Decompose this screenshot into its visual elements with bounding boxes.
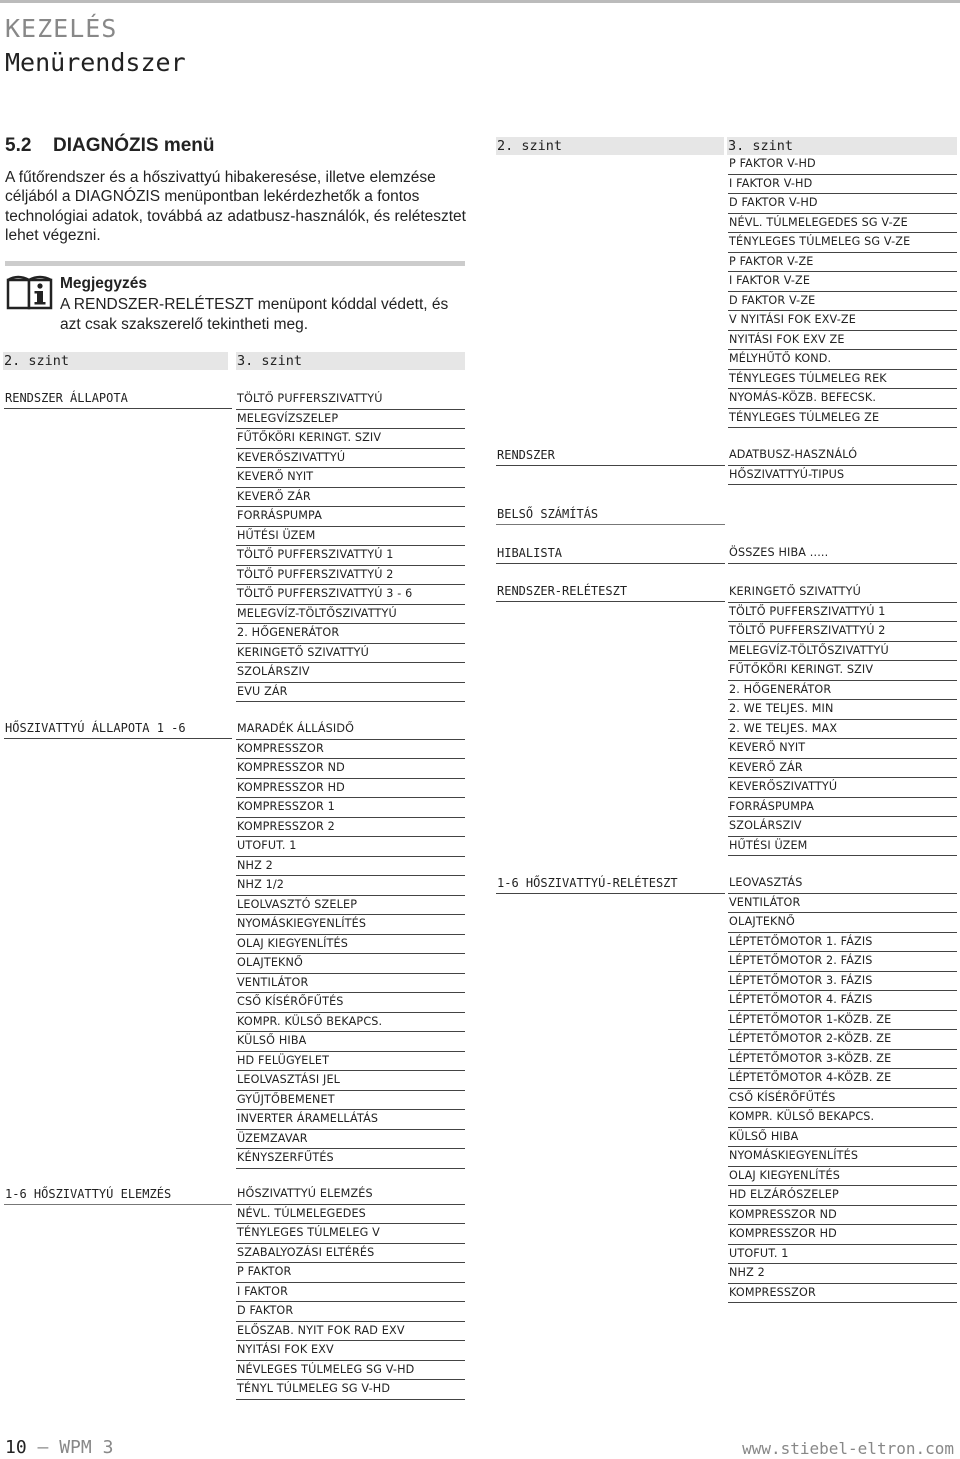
menu-item[interactable]: LÉPTETŐMOTOR 3-KÖZB. ZE: [728, 1050, 957, 1070]
footer-page-info: [5, 1437, 113, 1458]
menu-item[interactable]: V NYITÁSI FOK EXV-ZE: [728, 311, 957, 331]
right-level3-list-2: [728, 446, 957, 485]
menu-item[interactable]: UTOFUT. 1: [728, 1245, 957, 1265]
menu-item[interactable]: KOMPR. KÜLSŐ BEKAPCS.: [236, 1013, 465, 1033]
menu-item[interactable]: KEVERŐ ZÁR: [236, 488, 465, 508]
menu-item[interactable]: FŰTŐKÖRI KERINGT. SZIV: [728, 661, 957, 681]
menu-item[interactable]: I FAKTOR V-HD: [728, 175, 957, 195]
menu-item[interactable]: TÖLTŐ PUFFERSZIVATTYÚ: [236, 390, 465, 410]
menu-item[interactable]: OLAJ KIEGYENLÍTÉS: [236, 935, 465, 955]
left-level3-list-3: [236, 1185, 465, 1400]
menu-item[interactable]: LÉPTETŐMOTOR 3. FÁZIS: [728, 972, 957, 992]
menu-item[interactable]: SZOLÁRSZIV: [236, 663, 465, 683]
menu-item[interactable]: HŐSZIVATTYÚ ELEMZÉS: [236, 1185, 465, 1205]
menu-item[interactable]: MÉLYHŰTŐ KOND.: [728, 350, 957, 370]
menu-item[interactable]: KOMPRESSZOR 1: [236, 798, 465, 818]
left-level2-header: 2. szint: [3, 352, 228, 370]
menu-item[interactable]: MELEGVÍZ-TÖLTŐSZIVATTYÚ: [728, 642, 957, 662]
menu-item[interactable]: NÉVL. TÚLMELEGEDES: [236, 1205, 465, 1225]
menu-item[interactable]: TÉNYLEGES TÚLMELEG ZE: [728, 409, 957, 429]
menu-item[interactable]: KOMPRESSZOR ND: [728, 1206, 957, 1226]
menu-item[interactable]: NHZ 2: [236, 857, 465, 877]
menu-item[interactable]: ELŐSZAB. NYIT FOK RAD EXV: [236, 1322, 465, 1342]
menu-item[interactable]: KERINGETŐ SZIVATTYÚ: [236, 644, 465, 664]
left-level3-list-2: [236, 720, 465, 1169]
menu-item[interactable]: GYŰJTŐBEMENET: [236, 1091, 465, 1111]
menu-item[interactable]: P FAKTOR: [236, 1263, 465, 1283]
menu-item[interactable]: VENTILÁTOR: [236, 974, 465, 994]
menu-item[interactable]: D FAKTOR V-HD: [728, 194, 957, 214]
menu-item[interactable]: SZABALYOZÁSI ELTÉRÉS: [236, 1244, 465, 1264]
menu-item[interactable]: LÉPTETŐMOTOR 2-KÖZB. ZE: [728, 1030, 957, 1050]
menu-item[interactable]: TÉNYLEGES TÚLMELEG SG V-ZE: [728, 233, 957, 253]
note-title: Megjegyzés: [60, 275, 148, 292]
chapter-title: KEZELÉS: [5, 14, 118, 43]
menu-item[interactable]: INVERTER ÁRAMELLÁTÁS: [236, 1110, 465, 1130]
menu-item[interactable]: D FAKTOR V-ZE: [728, 292, 957, 312]
level2-item-rendszer[interactable]: RENDSZER: [496, 446, 725, 466]
menu-item[interactable]: KEVERŐ ZÁR: [728, 759, 957, 779]
right-level3-header: 3. szint: [727, 137, 957, 155]
intro-paragraph: A fűtőrendszer és a hőszivattyú hibakeresése, illetve elemzése céljából a DIAGNÓZIS menüpontban lekérdezhetők a fontos technológiai adatok, továbbá az adatbusz-használók, és relétesztet lehet végezni.: [5, 169, 466, 244]
page-number: 10: [5, 1437, 27, 1458]
right-level3-list-1: [728, 155, 957, 428]
menu-item[interactable]: ADATBUSZ-HASZNÁLÓ: [728, 446, 957, 466]
level2-item-hoszivattyu-releteszt[interactable]: 1-6 HŐSZIVATTYÚ-RELÉTESZT: [496, 874, 725, 894]
menu-item[interactable]: LEOVASZTÁS: [728, 874, 957, 894]
menu-item[interactable]: MELEGVÍZSZELEP: [236, 410, 465, 430]
note-text: A RENDSZER-RELÉTESZT menüpont kóddal védett, és azt csak szakszerelő tekintheti meg.: [60, 296, 449, 333]
menu-item[interactable]: NYITÁSI FOK EXV ZE: [728, 331, 957, 351]
level2-item-belso-szamitas[interactable]: BELSŐ SZÁMÍTÁS: [496, 505, 725, 525]
section-title: DIAGNÓZIS menü: [53, 135, 215, 156]
menu-item[interactable]: KERINGETŐ SZIVATTYÚ: [728, 583, 957, 603]
menu-item[interactable]: FORRÁSPUMPA: [728, 798, 957, 818]
menu-item[interactable]: KOMPRESSZOR 2: [236, 818, 465, 838]
menu-item[interactable]: FORRÁSPUMPA: [236, 507, 465, 527]
menu-item[interactable]: HŰTÉSI ÜZEM: [728, 837, 957, 857]
menu-item[interactable]: I FAKTOR V-ZE: [728, 272, 957, 292]
menu-item[interactable]: HŰTÉSI ÜZEM: [236, 527, 465, 547]
level2-item-hoszivattyu-allapota[interactable]: HŐSZIVATTYÚ ÁLLAPOTA 1 -6: [4, 719, 232, 739]
menu-item[interactable]: TÉNYL TÚLMELEG SG V-HD: [236, 1380, 465, 1400]
menu-item[interactable]: MELEGVÍZ-TÖLTŐSZIVATTYÚ: [236, 605, 465, 625]
chapter-subtitle: Menürendszer: [5, 48, 186, 77]
menu-item[interactable]: 2. WE TELJES. MIN: [728, 700, 957, 720]
left-level3-list-1: [236, 390, 465, 702]
menu-item[interactable]: KOMPRESSZOR ND: [236, 759, 465, 779]
menu-item[interactable]: KÜLSŐ HIBA: [236, 1032, 465, 1052]
menu-item[interactable]: 2. HŐGENERÁTOR: [728, 681, 957, 701]
right-level3-list-3: [728, 544, 957, 564]
right-level3-list-5: [728, 874, 957, 1303]
left-level3-header: 3. szint: [236, 352, 465, 370]
menu-item[interactable]: HD ELZÁRÓSZELEP: [728, 1186, 957, 1206]
footer-url[interactable]: www.stiebel-eltron.com: [742, 1439, 954, 1458]
footer-dash: —: [37, 1437, 49, 1458]
menu-item[interactable]: P FAKTOR V-ZE: [728, 253, 957, 273]
document-name: WPM 3: [59, 1437, 114, 1458]
menu-item[interactable]: KEVERŐ NYIT: [236, 468, 465, 488]
menu-item[interactable]: NYOMÁSKIEGYENLÍTÉS: [236, 915, 465, 935]
menu-item[interactable]: KÜLSŐ HIBA: [728, 1128, 957, 1148]
menu-item[interactable]: NÉVL. TÚLMELEGEDES SG V-ZE: [728, 214, 957, 234]
level2-item-rendszer-allapota[interactable]: RENDSZER ÁLLAPOTA: [4, 389, 232, 409]
right-level2-header: 2. szint: [496, 137, 724, 155]
menu-item[interactable]: KOMPRESSZOR HD: [728, 1225, 957, 1245]
menu-item[interactable]: KEVERŐSZIVATTYÚ: [728, 778, 957, 798]
menu-item[interactable]: D FAKTOR: [236, 1302, 465, 1322]
menu-item[interactable]: CSŐ KÍSÉRŐFŰTÉS: [728, 1089, 957, 1109]
menu-item[interactable]: LEOLVASZTÁSI JEL: [236, 1071, 465, 1091]
menu-item[interactable]: LEOLVASZTÓ SZELEP: [236, 896, 465, 916]
menu-item[interactable]: NYOMÁSKIEGYENLÍTÉS: [728, 1147, 957, 1167]
section-number: 5.2: [5, 135, 32, 156]
menu-item[interactable]: TÖLTŐ PUFFERSZIVATTYÚ 1: [728, 603, 957, 623]
right-level3-list-4: [728, 583, 957, 856]
menu-item[interactable]: LÉPTETŐMOTOR 2. FÁZIS: [728, 952, 957, 972]
menu-item[interactable]: NYOMÁS-KÖZB. BEFECSK.: [728, 389, 957, 409]
menu-item[interactable]: 2. WE TELJES. MAX: [728, 720, 957, 740]
level2-item-rendszer-releteszt[interactable]: RENDSZER-RELÉTESZT: [496, 582, 725, 602]
level2-item-hibalista[interactable]: HIBALISTA: [496, 544, 725, 564]
note-top-bar: [5, 261, 465, 266]
menu-item[interactable]: I FAKTOR: [236, 1283, 465, 1303]
menu-item[interactable]: TÖLTŐ PUFFERSZIVATTYÚ 2: [728, 622, 957, 642]
menu-item[interactable]: LÉPTETŐMOTOR 4-KÖZB. ZE: [728, 1069, 957, 1089]
menu-item[interactable]: VENTILÁTOR: [728, 894, 957, 914]
menu-item[interactable]: LÉPTETŐMOTOR 4. FÁZIS: [728, 991, 957, 1011]
menu-item[interactable]: TÉNYLEGES TÚLMELEG V: [236, 1224, 465, 1244]
menu-item[interactable]: KOMPR. KÜLSŐ BEKAPCS.: [728, 1108, 957, 1128]
menu-item[interactable]: CSŐ KÍSÉRŐFŰTÉS: [236, 993, 465, 1013]
menu-item[interactable]: TÖLTŐ PUFFERSZIVATTYÚ 3 - 6: [236, 585, 465, 605]
menu-item[interactable]: OLAJTEKNŐ: [728, 913, 957, 933]
menu-item[interactable]: TÖLTŐ PUFFERSZIVATTYÚ 2: [236, 566, 465, 586]
menu-item[interactable]: FŰTŐKÖRI KERINGT. SZIV: [236, 429, 465, 449]
menu-item[interactable]: OLAJ KIEGYENLÍTÉS: [728, 1167, 957, 1187]
menu-item[interactable]: SZOLÁRSZIV: [728, 817, 957, 837]
menu-item[interactable]: NÉVLEGES TÚLMELEG SG V-HD: [236, 1361, 465, 1381]
section-heading: [5, 135, 215, 157]
menu-item[interactable]: LÉPTETŐMOTOR 1-KÖZB. ZE: [728, 1011, 957, 1031]
menu-item[interactable]: 2. HŐGENERÁTOR: [236, 624, 465, 644]
menu-item[interactable]: UTOFUT. 1: [236, 837, 465, 857]
menu-item[interactable]: LÉPTETŐMOTOR 1. FÁZIS: [728, 933, 957, 953]
menu-item[interactable]: HD FELÜGYELET: [236, 1052, 465, 1072]
level2-item-hoszivattyu-elemzes[interactable]: 1-6 HŐSZIVATTYÚ ELEMZÉS: [4, 1185, 232, 1205]
menu-item[interactable]: KEVERŐSZIVATTYÚ: [236, 449, 465, 469]
menu-item[interactable]: TÖLTŐ PUFFERSZIVATTYÚ 1: [236, 546, 465, 566]
menu-item[interactable]: MARADÉK ÁLLÁSIDŐ: [236, 720, 465, 740]
menu-item[interactable]: KOMPRESSZOR HD: [236, 779, 465, 799]
menu-item[interactable]: HŐSZIVATTYÚ-TIPUS: [728, 466, 957, 486]
menu-item[interactable]: TÉNYLEGES TÚLMELEG REK: [728, 370, 957, 390]
menu-item[interactable]: OLAJTEKNŐ: [236, 954, 465, 974]
menu-item[interactable]: ÖSSZES HIBA .....: [728, 544, 957, 564]
menu-item[interactable]: KEVERŐ NYIT: [728, 739, 957, 759]
menu-item[interactable]: KOMPRESSZOR: [728, 1284, 957, 1304]
menu-item[interactable]: NHZ 2: [728, 1264, 957, 1284]
menu-item[interactable]: KÉNYSZERFŰTÉS: [236, 1149, 465, 1169]
menu-item[interactable]: NYITÁSI FOK EXV: [236, 1341, 465, 1361]
menu-item[interactable]: P FAKTOR V-HD: [728, 155, 957, 175]
top-rule: [0, 0, 960, 3]
info-book-icon: [5, 272, 55, 312]
menu-item[interactable]: EVU ZÁR: [236, 683, 465, 703]
menu-item[interactable]: ÜZEMZAVAR: [236, 1130, 465, 1150]
menu-item[interactable]: NHZ 1/2: [236, 876, 465, 896]
menu-item[interactable]: KOMPRESSZOR: [236, 740, 465, 760]
